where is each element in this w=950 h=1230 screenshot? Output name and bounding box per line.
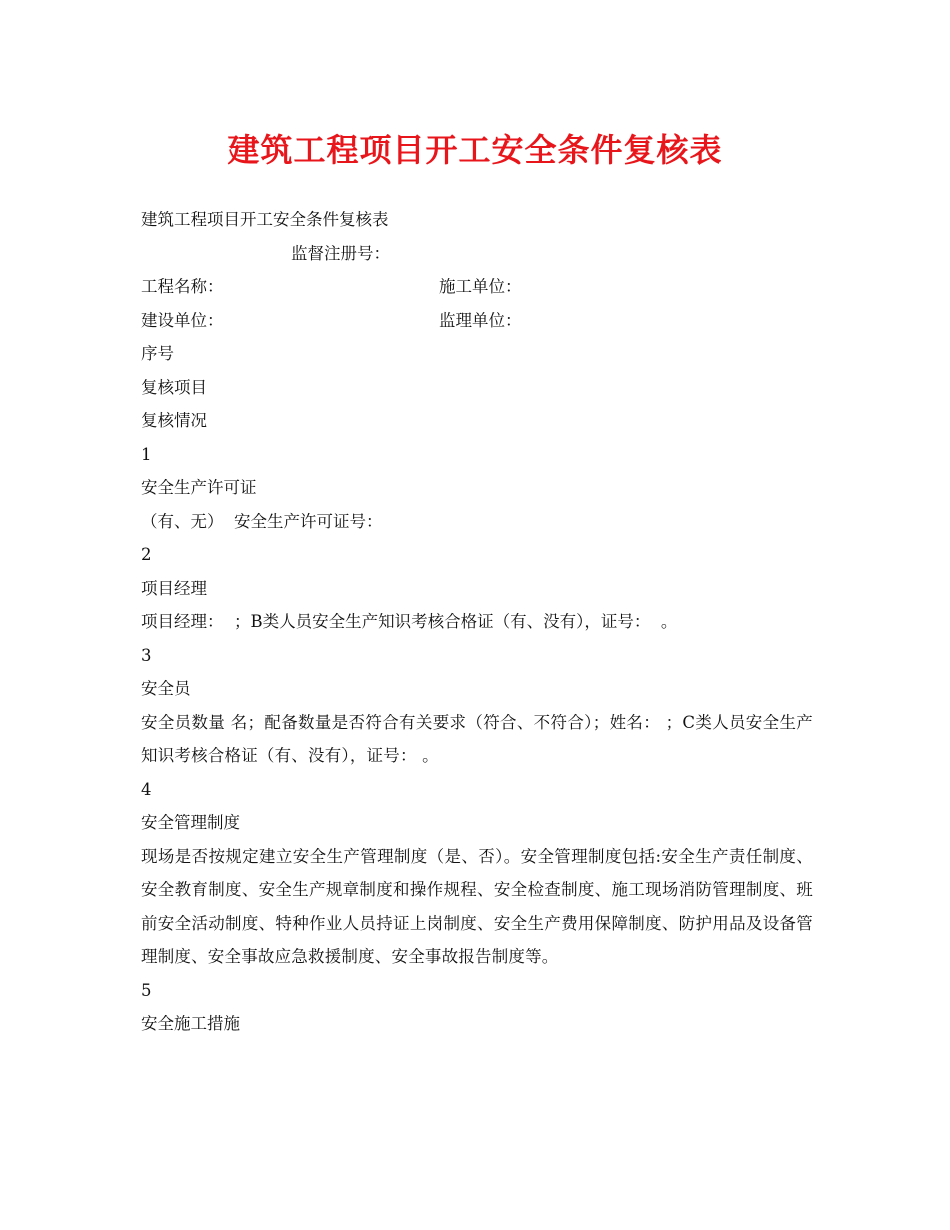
header-review-item: 复核项目 [141, 377, 207, 397]
developer-unit-label: 建设单位： [141, 310, 224, 330]
form-subtitle: 建筑工程项目开工安全条件复核表 [141, 210, 389, 229]
construction-unit-label: 施工单位： [439, 277, 522, 296]
item-name: 安全施工措施 [141, 1014, 240, 1033]
item-status: 项目经理： ；B类人员安全生产知识考核合格证（有、没有），证号： 。 [141, 612, 678, 631]
document-body [141, 203, 813, 1041]
item-name: 项目经理 [141, 578, 207, 598]
header-serial-no: 序号 [141, 344, 174, 363]
supervision-no-label: 监督注册号： [291, 243, 390, 263]
project-info-row-2 [141, 304, 813, 338]
supervisor-unit-label: 监理单位： [439, 310, 522, 330]
page-title: 建筑工程项目开工安全条件复核表 [227, 131, 723, 169]
item-status: 现场是否按规定建立安全生产管理制度（是、否）。安全管理制度包括:安全生产责任制度、安全教育制度、安全生产规章制度和操作规程、安全检查制度、施工现场消防管理制度、班前安全活动制度、特种作业人员持证上岗制度、安全生产费用保障制度、防护用品及设备管理制度、安全事故应急救援制度、安全事故报告制度等。 [141, 846, 813, 966]
item-number: 2 [141, 545, 152, 564]
project-info-row-1 [141, 270, 813, 304]
item-number: 5 [141, 980, 152, 1000]
item-number: 1 [141, 444, 152, 464]
item-status: 安全员数量 名；配备数量是否符合有关要求（符合、不符合）；姓名： ；C类人员安全生产知识考核合格证（有、没有），证号： 。 [141, 712, 813, 765]
project-name-label: 工程名称： [141, 277, 224, 296]
item-number: 3 [141, 645, 152, 665]
item-number: 4 [141, 779, 152, 799]
item-name: 安全员 [141, 679, 191, 698]
item-name: 安全管理制度 [141, 813, 240, 832]
item-status: （有、无） 安全生产许可证号： [141, 511, 383, 531]
item-name: 安全生产许可证 [141, 478, 257, 497]
header-review-status: 复核情况 [141, 411, 207, 430]
